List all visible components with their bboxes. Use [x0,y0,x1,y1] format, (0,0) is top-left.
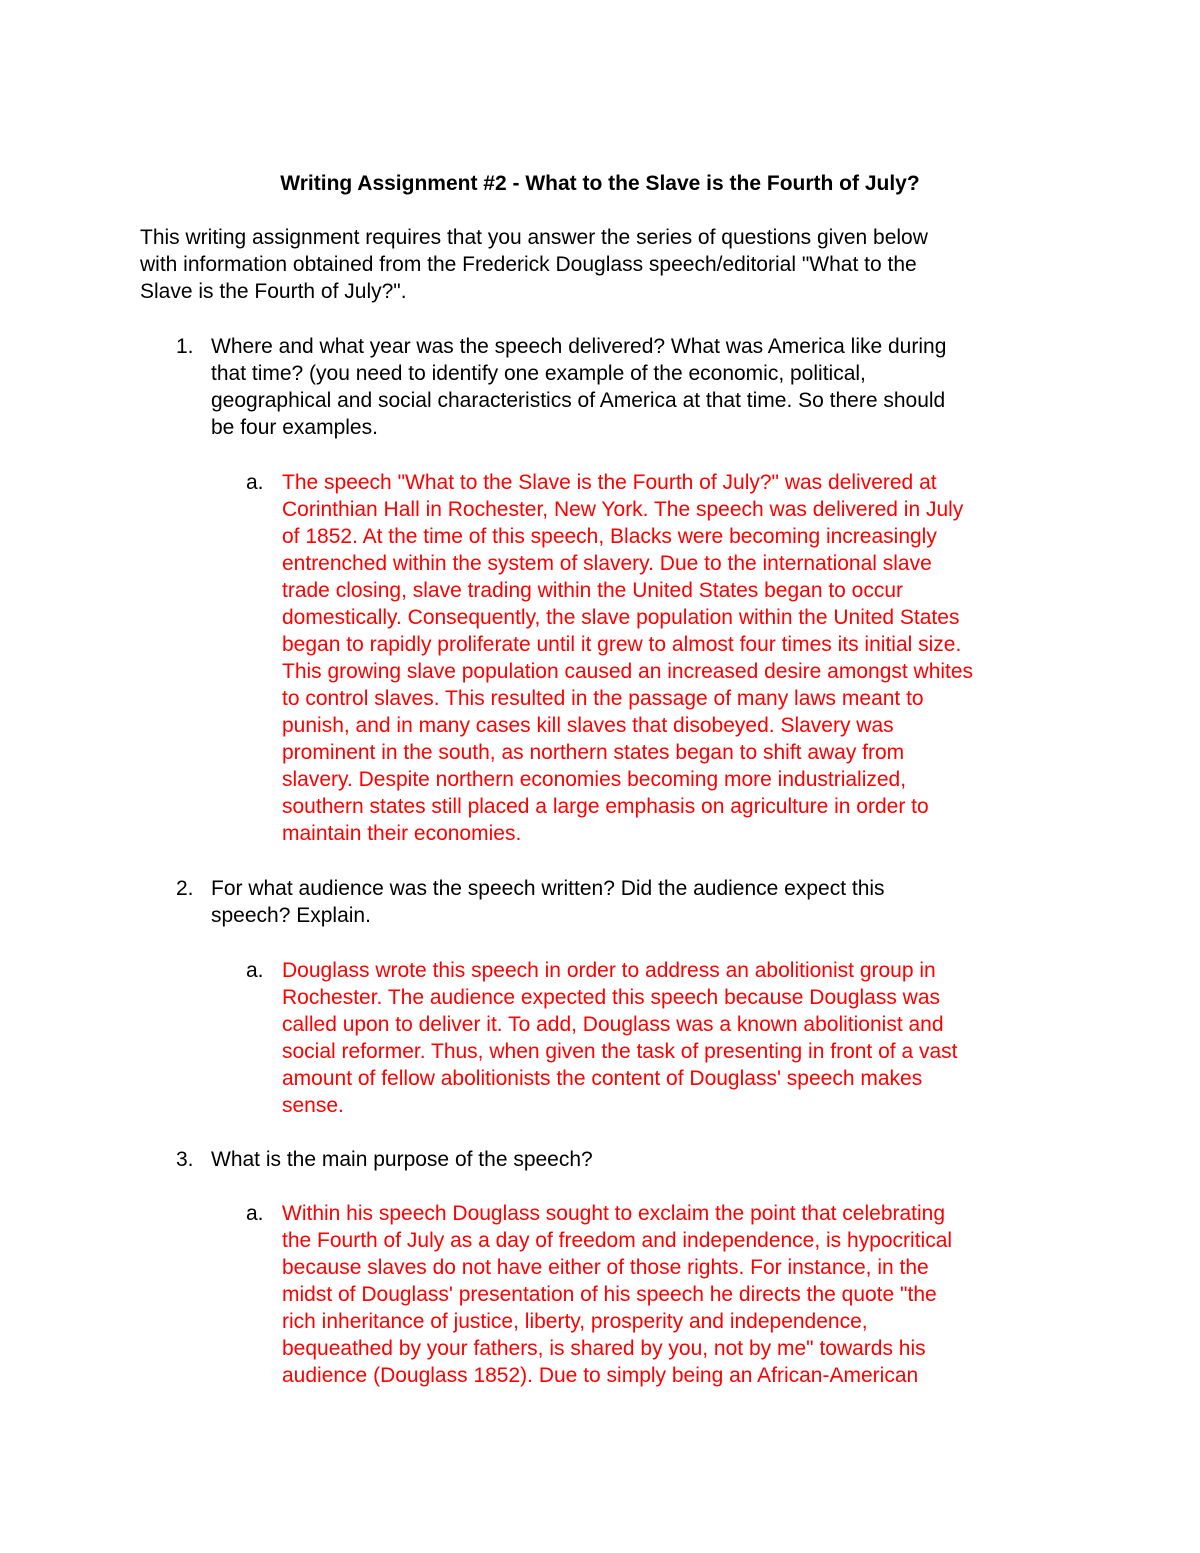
question-line: Where and what year was the speech delivered? What was America like during [211,335,947,358]
answer-line: trade closing, slave trading within the United States began to occur [282,579,904,602]
intro-line: This writing assignment requires that you answer the series of questions given below [140,226,928,249]
answer-line: bequeathed by your fathers, is shared by you, not by me" towards his [282,1337,926,1360]
answer-line: Rochester. The audience expected this speech because Douglass was [282,986,941,1009]
intro-paragraph [140,224,1060,305]
answer-marker: a. [246,959,264,982]
answer-line: prominent in the south, as northern states began to shift away from [282,741,905,764]
answer-line: maintain their economies. [282,822,522,845]
answer-line: called upon to deliver it. To add, Douglass was a known abolitionist and [282,1013,944,1036]
answer-line: slavery. Despite northern economies becoming more industrialized, [282,768,907,791]
answer-line: Corinthian Hall in Rochester, New York. The speech was delivered in July [282,498,964,521]
answer-line: began to rapidly proliferate until it grew to almost four times its initial size. [282,633,962,656]
answer-line: entrenched within the system of slavery. Due to the international slave [282,552,932,575]
question-line: geographical and social characteristics of America at that time. So there should [211,389,946,412]
question-text [211,1146,593,1173]
answer-line: sense. [282,1094,344,1117]
question-line: speech? Explain. [211,904,371,927]
answer-line: to control slaves. This resulted in the passage of many laws meant to [282,687,924,710]
answer-line: of 1852. At the time of this speech, Blacks were becoming increasingly [282,525,937,548]
answer-line: punish, and in many cases kill slaves that disobeyed. Slavery was [282,714,894,737]
answer-line: This growing slave population caused an increased desire amongst whites [282,660,974,683]
answer-line: southern states still placed a large emphasis on agriculture in order to [282,795,929,818]
answer-line: because slaves do not have either of those rights. For instance, in the [282,1256,929,1279]
answer-text [282,1200,952,1389]
answer-text [282,957,957,1119]
question-number: 3. [176,1148,194,1171]
question-text [211,333,946,441]
answer-line: social reformer. Thus, when given the task of presenting in front of a vast [282,1040,958,1063]
intro-line: with information obtained from the Frederick Douglass speech/editorial "What to the [140,253,917,276]
answer-line: Douglass wrote this speech in order to address an abolitionist group in [282,959,936,982]
question-text [211,875,885,929]
answer-text [282,469,973,847]
answer-line: the Fourth of July as a day of freedom and independence, is hypocritical [282,1229,953,1252]
answer-marker: a. [246,1202,264,1225]
question-line: For what audience was the speech written? Did the audience expect this [211,877,885,900]
answer-line: The speech "What to the Slave is the Fourth of July?" was delivered at [282,471,937,494]
document-title: Writing Assignment #2 - What to the Slave is the Fourth of July? [280,172,920,195]
answer-line: rich inheritance of justice, liberty, prosperity and independence, [282,1310,868,1333]
answer-marker: a. [246,471,264,494]
question-line: that time? (you need to identify one example of the economic, political, [211,362,866,385]
question-number: 1. [176,335,194,358]
answer-line: audience (Douglass 1852). Due to simply being an African-American [282,1364,919,1387]
intro-line: Slave is the Fourth of July?". [140,280,407,303]
answer-line: domestically. Consequently, the slave population within the United States [282,606,960,629]
question-line: be four examples. [211,416,378,439]
question-line: What is the main purpose of the speech? [211,1148,593,1171]
answer-line: midst of Douglass' presentation of his speech he directs the quote "the [282,1283,937,1306]
question-number: 2. [176,877,194,900]
answer-line: amount of fellow abolitionists the content of Douglass' speech makes [282,1067,923,1090]
answer-line: Within his speech Douglass sought to exclaim the point that celebrating [282,1202,946,1225]
